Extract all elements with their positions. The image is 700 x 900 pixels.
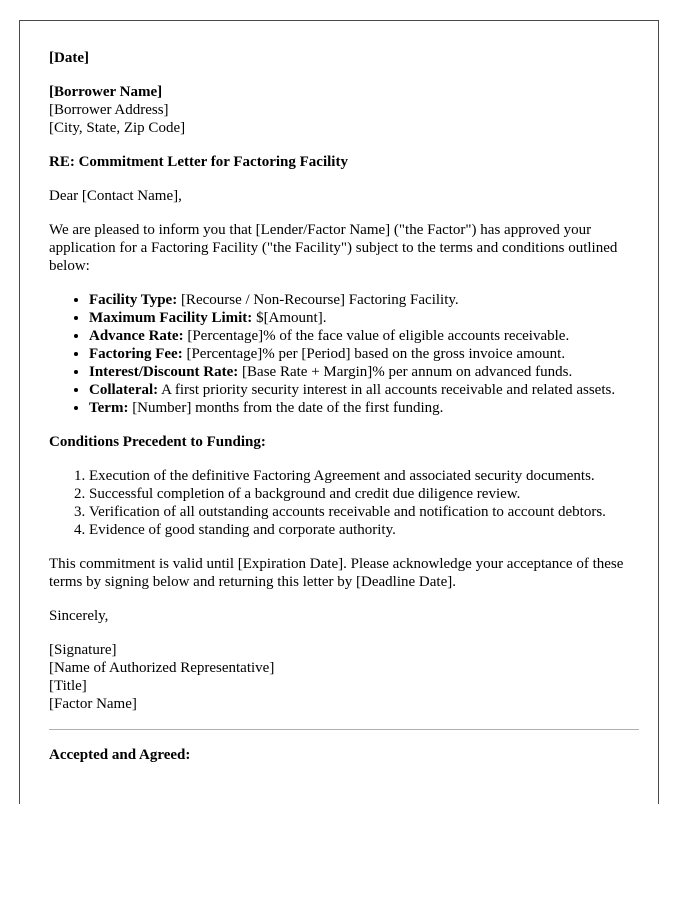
intro-paragraph: We are pleased to inform you that [Lender/Factor Name] ("the Factor") has approved your application for a Factoring Facility ("the Facility") subject to the terms and conditions outlined below:	[49, 222, 618, 274]
subject-line: RE: Commitment Letter for Factoring Facility	[49, 154, 348, 170]
closing: Sincerely,	[49, 608, 109, 624]
list-item	[89, 399, 639, 417]
terms-list	[49, 291, 639, 417]
term-text: [Base Rate + Margin]% per annum on advanced funds.	[238, 364, 573, 380]
term-label: Collateral:	[89, 382, 159, 398]
list-item: 3. Verification of all outstanding accounts receivable and notification to account debtors.	[89, 503, 639, 521]
list-item	[89, 363, 639, 381]
list-item	[89, 327, 639, 345]
representative-name: [Name of Authorized Representative]	[49, 660, 275, 676]
signature-line: [Signature]	[49, 642, 117, 658]
list-item	[89, 309, 639, 327]
borrower-address-block	[49, 83, 639, 137]
term-label: Term:	[89, 400, 129, 416]
list-item	[89, 291, 639, 309]
borrower-city-line: [City, State, Zip Code]	[49, 120, 186, 136]
term-label: Maximum Facility Limit:	[89, 310, 253, 326]
conditions-heading: Conditions Precedent to Funding:	[49, 434, 266, 450]
list-item	[89, 381, 639, 399]
term-text: [Recourse / Non-Recourse] Factoring Facility.	[177, 292, 459, 308]
representative-title: [Title]	[49, 678, 87, 694]
list-item: 1. Execution of the definitive Factoring Agreement and associated security documents.	[89, 467, 639, 485]
term-text: A first priority security interest in all accounts receivable and related assets.	[158, 382, 616, 398]
factor-name: [Factor Name]	[49, 696, 137, 712]
borrower-name: [Borrower Name]	[49, 84, 163, 100]
letter-page	[19, 20, 659, 804]
section-divider	[49, 729, 639, 730]
conditions-list	[49, 467, 639, 539]
term-text: [Percentage]% per [Period] based on the gross invoice amount.	[182, 346, 566, 362]
letter-date: [Date]	[49, 50, 89, 66]
signature-block	[49, 641, 639, 713]
term-text: [Percentage]% of the face value of eligible accounts receivable.	[183, 328, 570, 344]
list-item	[89, 345, 639, 363]
term-label: Facility Type:	[89, 292, 178, 308]
term-text: [Number] months from the date of the first funding.	[128, 400, 444, 416]
borrower-address: [Borrower Address]	[49, 102, 169, 118]
list-item: 4. Evidence of good standing and corporate authority.	[89, 521, 639, 539]
letter-content	[49, 49, 639, 764]
validity-paragraph: This commitment is valid until [Expiration Date]. Please acknowledge your acceptance of these terms by signing below and returning this letter by [Deadline Date].	[49, 556, 624, 590]
accepted-heading: Accepted and Agreed:	[49, 747, 191, 763]
salutation: Dear [Contact Name],	[49, 188, 182, 204]
term-label: Advance Rate:	[89, 328, 184, 344]
term-label: Factoring Fee:	[89, 346, 183, 362]
list-item: 2. Successful completion of a background and credit due diligence review.	[89, 485, 639, 503]
term-label: Interest/Discount Rate:	[89, 364, 239, 380]
term-text: $[Amount].	[252, 310, 327, 326]
